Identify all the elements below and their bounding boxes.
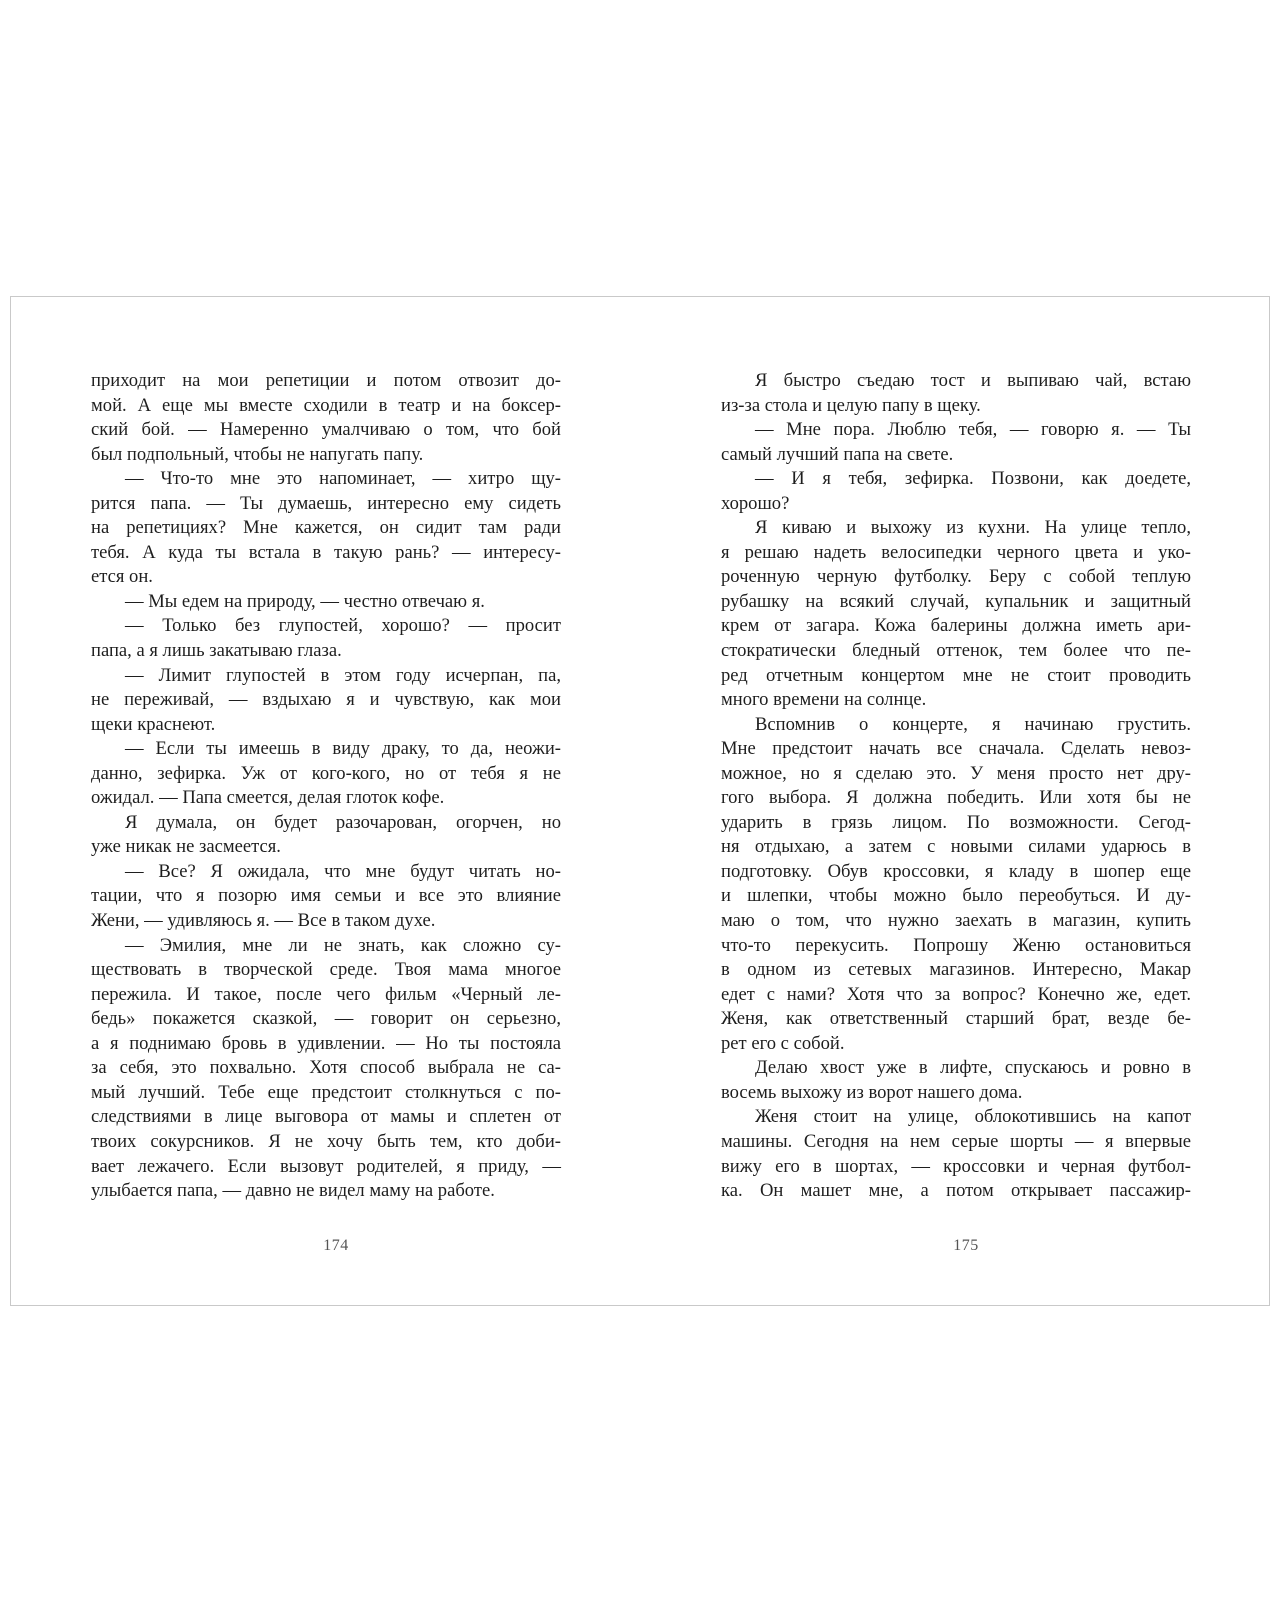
right-page	[721, 369, 1191, 1204]
text-line: Я киваю и выхожу из кухни. На улице тепло,	[755, 517, 1191, 539]
text-line: вает лежачего. Если вызовут родителей, я приду, —	[91, 1155, 561, 1177]
text-line: стократически бледный оттенок, тем более что пе-	[721, 640, 1191, 662]
text-line: тации, что я позорю имя семьи и все это влияние	[91, 885, 561, 907]
text-line: ня отдыхаю, а затем с новыми силами ударюсь в	[721, 836, 1191, 858]
text-line: ется он.	[91, 566, 153, 588]
text-line: ударить в грязь лицом. По возможности. Сегод-	[721, 811, 1191, 833]
text-line: самый лучший папа на свете.	[721, 443, 954, 465]
text-line: а я поднимаю бровь в удивлении. — Но ты постояла	[91, 1032, 561, 1054]
text-line: мый лучший. Тебе еще предстоит столкнуться с по-	[91, 1081, 561, 1103]
book-spread	[10, 296, 1270, 1306]
text-line: — Что-то мне это напоминает, — хитро щу-	[125, 468, 561, 490]
text-line: на репетициях? Мне кажется, он сидит там ради	[91, 517, 561, 539]
text-line: ществовать в творческой среде. Твоя мама многое	[91, 959, 561, 981]
left-page	[91, 369, 561, 1204]
text-line: тебя. А куда ты встала в такую рань? — интересу-	[91, 541, 561, 563]
text-line: мой. А еще мы вместе сходили в театр и на боксер-	[91, 394, 561, 416]
text-line: машины. Сегодня на нем серые шорты — я впервые	[721, 1130, 1191, 1152]
text-line: ред отчетным концертом мне не стоит проводить	[721, 664, 1191, 686]
text-line: из-за стола и целую папу в щеку.	[721, 394, 981, 416]
text-line: ка. Он машет мне, а потом открывает пассажир-	[721, 1180, 1191, 1202]
text-line: улыбается папа, — давно не видел маму на работе.	[91, 1180, 495, 1202]
text-line: можное, но я сделаю это. У меня просто нет дру-	[721, 762, 1191, 784]
left-page-text	[91, 369, 561, 1204]
text-line: едет с нами? Хотя что за вопрос? Конечно же, едет.	[721, 983, 1191, 1005]
text-line: хорошо?	[721, 492, 790, 514]
right-page-number: 175	[953, 1237, 979, 1254]
text-line: был подпольный, чтобы не напугать папу.	[91, 443, 424, 465]
text-line: рится папа. — Ты думаешь, интересно ему сидеть	[91, 492, 561, 514]
text-line: не переживай, — вздыхаю я и чувствую, как мои	[91, 689, 561, 711]
text-line: следствиями в лице выговора от мамы и сплетен от	[91, 1106, 561, 1128]
text-line: Женя, как ответственный старший брат, везде бе-	[721, 1008, 1191, 1030]
text-line: рубашку на всякий случай, купальник и защитный	[721, 590, 1191, 612]
right-page-text	[721, 369, 1191, 1204]
text-line: рет его с собой.	[721, 1032, 845, 1054]
text-line: Делаю хвост уже в лифте, спускаюсь и ровно в	[755, 1057, 1191, 1079]
text-line: — Только без глупостей, хорошо? — просит	[125, 615, 561, 637]
text-line: — Лимит глупостей в этом году исчерпан, па,	[125, 664, 561, 686]
text-line: восемь выхожу из ворот нашего дома.	[721, 1081, 1023, 1103]
text-line: — Мы едем на природу, — честно отвечаю я.	[125, 590, 485, 612]
text-line: в одном из сетевых магазинов. Интересно, Макар	[721, 959, 1191, 981]
text-line: — Эмилия, мне ли не знать, как сложно су-	[125, 934, 561, 956]
text-line: — Если ты имеешь в виду драку, то да, неожи-	[125, 738, 561, 760]
text-line: Я думала, он будет разочарован, огорчен, но	[125, 811, 561, 833]
text-line: Мне предстоит начать все сначала. Сделать невоз-	[721, 738, 1191, 760]
text-line: много времени на солнце.	[721, 689, 927, 711]
text-line: — Мне пора. Люблю тебя, — говорю я. — Ты	[755, 419, 1191, 441]
text-line: и шлепки, чтобы можно было переобуться. И ду-	[721, 885, 1191, 907]
text-line: уже никак не засмеется.	[91, 836, 281, 858]
text-line: бедь» покажется сказкой, — говорит он серьезно,	[91, 1008, 561, 1030]
text-line: маю о том, что нужно заехать в магазин, купить	[721, 910, 1191, 932]
text-line: данно, зефирка. Уж от кого-кого, но от тебя я не	[91, 762, 561, 784]
text-line: твоих сокурсников. Я не хочу быть тем, кто доби-	[91, 1130, 561, 1152]
text-line: Я быстро съедаю тост и выпиваю чай, встаю	[755, 370, 1191, 391]
text-line: за себя, это похвально. Хотя способ выбрала не са-	[91, 1057, 561, 1079]
text-line: — Все? Я ожидала, что мне будут читать но-	[125, 860, 561, 882]
text-line: ский бой. — Намеренно умалчиваю о том, что бой	[91, 419, 561, 441]
text-line: подготовку. Обув кроссовки, я кладу в шопер еще	[721, 860, 1191, 882]
text-line: щеки краснеют.	[91, 713, 216, 735]
text-line: Жени, — удивляюсь я. — Все в таком духе.	[91, 910, 436, 932]
text-line: роченную черную футболку. Беру с собой теплую	[721, 566, 1191, 588]
text-line: Вспомнив о концерте, я начинаю грустить.	[755, 713, 1191, 735]
text-line: гого выбора. Я должна победить. Или хотя бы не	[721, 787, 1191, 809]
text-line: крем от загара. Кожа балерины должна иметь ари-	[721, 615, 1191, 637]
text-line: пережила. И такое, после чего фильм «Черный ле-	[91, 983, 561, 1005]
text-line: — И я тебя, зефирка. Позвони, как доедете,	[755, 468, 1191, 490]
text-line: я решаю надеть велосипедки черного цвета и уко-	[721, 541, 1191, 563]
text-line: вижу его в шортах, — кроссовки и черная футбол-	[721, 1155, 1191, 1177]
left-page-number: 174	[323, 1237, 349, 1254]
text-line: Женя стоит на улице, облокотившись на капот	[755, 1106, 1191, 1128]
text-line: ожидал. — Папа смеется, делая глоток кофе.	[91, 787, 445, 809]
text-line: что-то перекусить. Попрошу Женю остановиться	[721, 934, 1191, 956]
text-line: папа, а я лишь закатываю глаза.	[91, 640, 342, 662]
text-line: приходит на мои репетиции и потом отвозит до-	[91, 370, 561, 391]
